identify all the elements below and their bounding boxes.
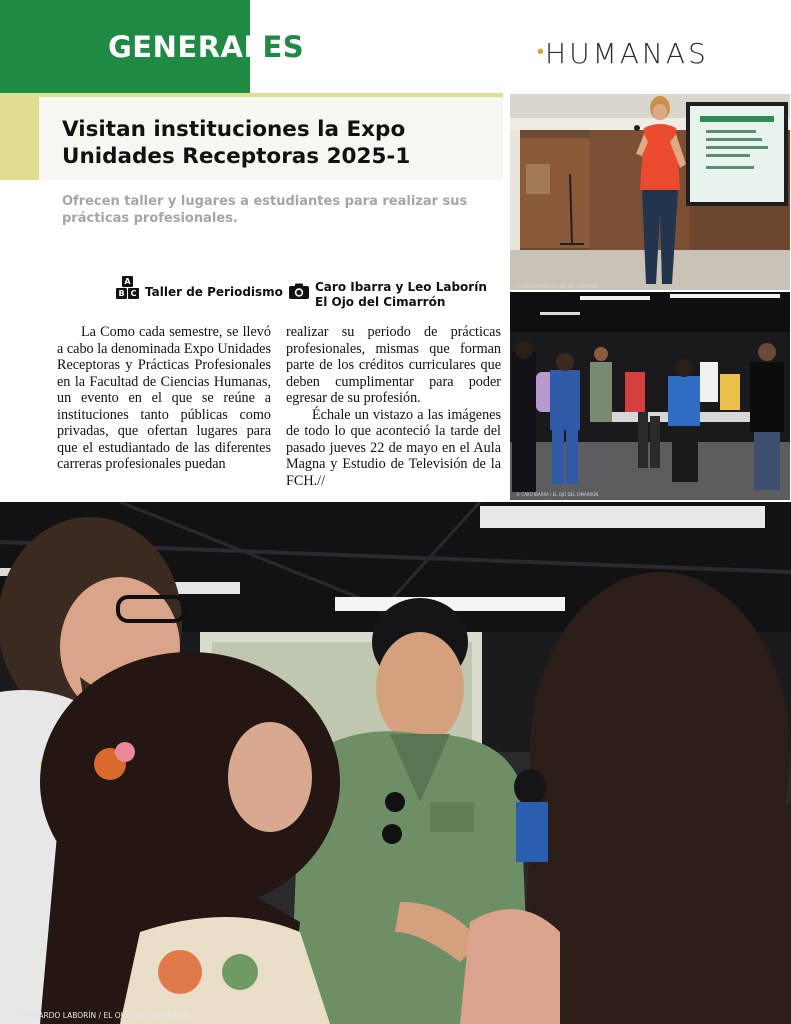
logo-dot-icon: • <box>537 39 548 63</box>
headline-line-1: Visitan instituciones la Expo <box>62 117 406 142</box>
writer-credit: Taller de Periodismo <box>145 285 283 299</box>
logo-text: HUMANAS <box>545 37 709 70</box>
photo-credit-names: Caro Ibarra y Leo Laborín <box>315 280 487 294</box>
photo-3-credit: © LEONARDO LABORÍN / EL OJO DEL CIMARRÓN <box>8 1011 190 1020</box>
humanas-logo <box>537 37 709 70</box>
photo-credit <box>315 280 487 310</box>
section-title-white: GENERAL <box>108 30 263 64</box>
camera-icon <box>289 283 309 299</box>
photo-conversation <box>0 502 791 1024</box>
column-2-paragraph-1: realizar su periodo de prácticas profesionales, mismas que forman parte de los créditos curriculares que deben cumplimentar para poder egresar de su profesión. <box>286 324 501 406</box>
photo-2-credit: © CARO IBARRA / EL OJO DEL CIMARRÓN <box>516 492 599 497</box>
section-title-green: ES <box>262 30 305 64</box>
article-subtitle: Ofrecen taller y lugares a estudiantes para realizar sus prácticas profesionales. <box>62 194 468 226</box>
photo-speaker <box>510 94 790 290</box>
photo-1-credit: © CARO IBARRA / EL OJO DEL CIMARRÓN <box>516 284 599 289</box>
article-headline <box>62 116 492 170</box>
headline-accent-tab <box>0 97 39 180</box>
column-1-paragraph: La Como cada semestre, se llevó a cabo la denominada Expo Unidades Receptoras y Prácticas Profesionales en la Facultad de Ciencias Humanas, un evento en el que se reúne a instituciones tanto públicas como privadas, que ofertan lugares para que el estudiantado de las diferentes carreras profesionales puedan <box>57 324 271 472</box>
photo-credit-outlet: El Ojo del Cimarrón <box>315 295 446 309</box>
photo-crowd <box>510 292 790 500</box>
column-2-paragraph-2: Échale un vistazo a las imágenes de todo lo que aconteció la tarde del pasado jueves 22 de mayo en el Aula Magna y Estudio de Televisión de la FCH.// <box>286 406 501 489</box>
article-column-1 <box>57 324 271 473</box>
section-title <box>108 30 304 64</box>
headline-line-2: Unidades Receptoras 2025-1 <box>62 144 411 169</box>
article-column-2 <box>286 324 501 489</box>
abc-blocks-icon: A B C <box>116 276 142 300</box>
